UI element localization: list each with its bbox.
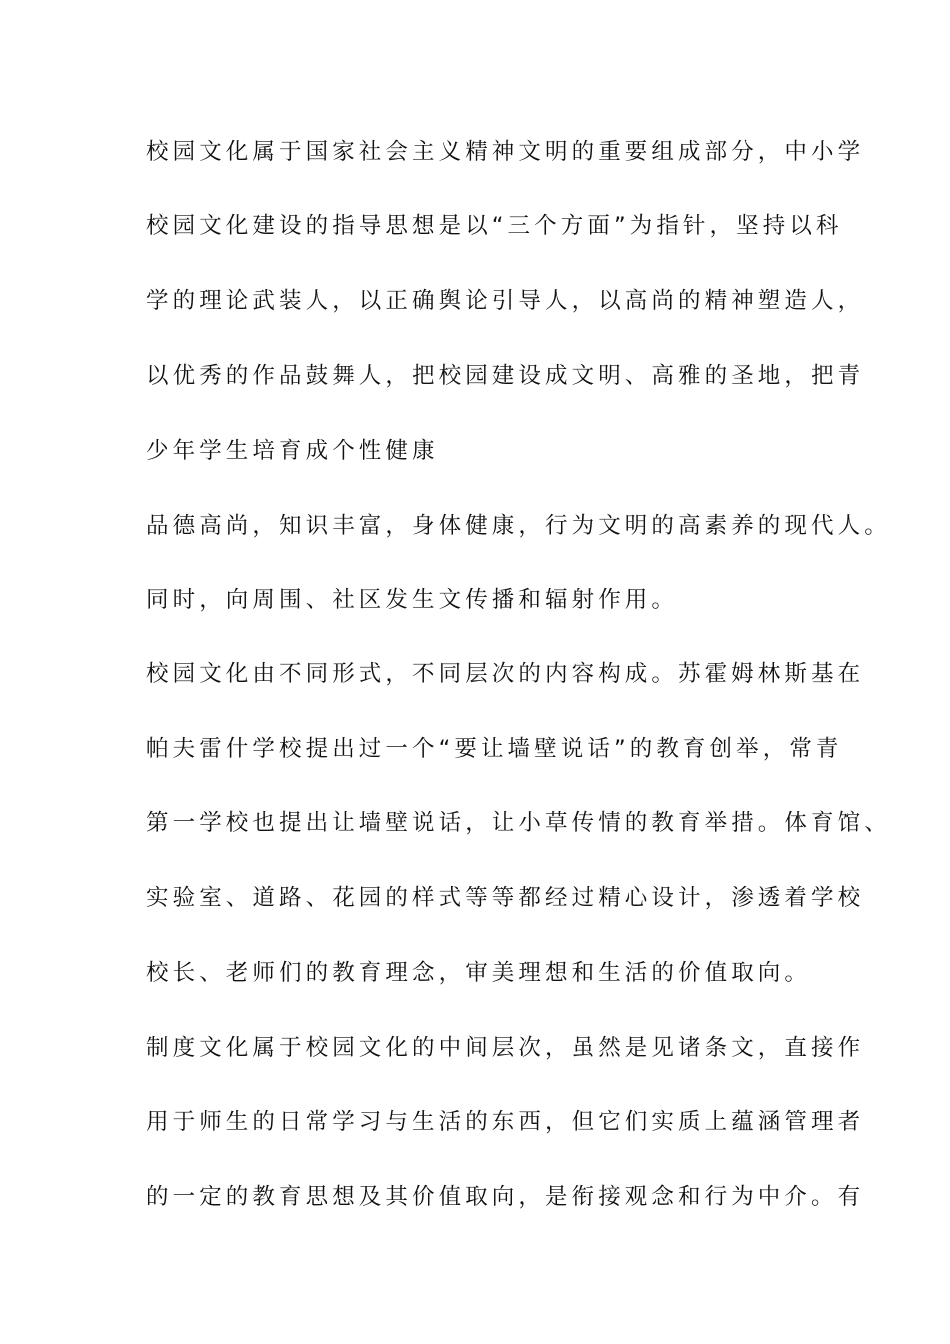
text-line: 第一学校也提出让墙壁说话，让小草传情的教育举措。体育馆、: [146, 810, 891, 836]
text-line: 同时，向周围、社区发生文传播和辐射作用。: [146, 587, 679, 613]
text-line: 校长、老师们的教育理念，审美理想和生活的价值取向。: [146, 960, 812, 986]
text-line: 品德高尚，知识丰富，身体健康，行为文明的高素养的现代人。: [146, 513, 891, 539]
text-line: 校园文化属于国家社会主义精神文明的重要组成部分，中小学: [146, 139, 865, 165]
text-line: 的一定的教育思想及其价值取向，是衔接观念和行为中介。有: [146, 1184, 865, 1210]
text-line: 实验室、道路、花园的样式等等都经过精心设计，渗透着学校: [146, 885, 865, 911]
text-line: 少年学生培育成个性健康: [146, 438, 439, 464]
text-line: 帕夫雷什学校提出过一个“要让墙壁说话”的教育创举，常青: [146, 736, 843, 762]
text-line: 用于师生的日常学习与生活的东西，但它们实质上蕴涵管理者: [146, 1109, 865, 1135]
text-line: 校园文化由不同形式，不同层次的内容构成。苏霍姆林斯基在: [146, 661, 865, 687]
text-line: 学的理论武装人，以正确舆论引导人，以高尚的精神塑造人，: [146, 288, 865, 314]
text-line: 制度文化属于校园文化的中间层次，虽然是见诸条文，直接作: [146, 1035, 865, 1061]
text-line: 以优秀的作品鼓舞人，把校园建设成文明、高雅的圣地，把青: [146, 363, 865, 389]
text-line: 校园文化建设的指导思想是以“三个方面”为指针，坚持以科: [146, 213, 843, 239]
